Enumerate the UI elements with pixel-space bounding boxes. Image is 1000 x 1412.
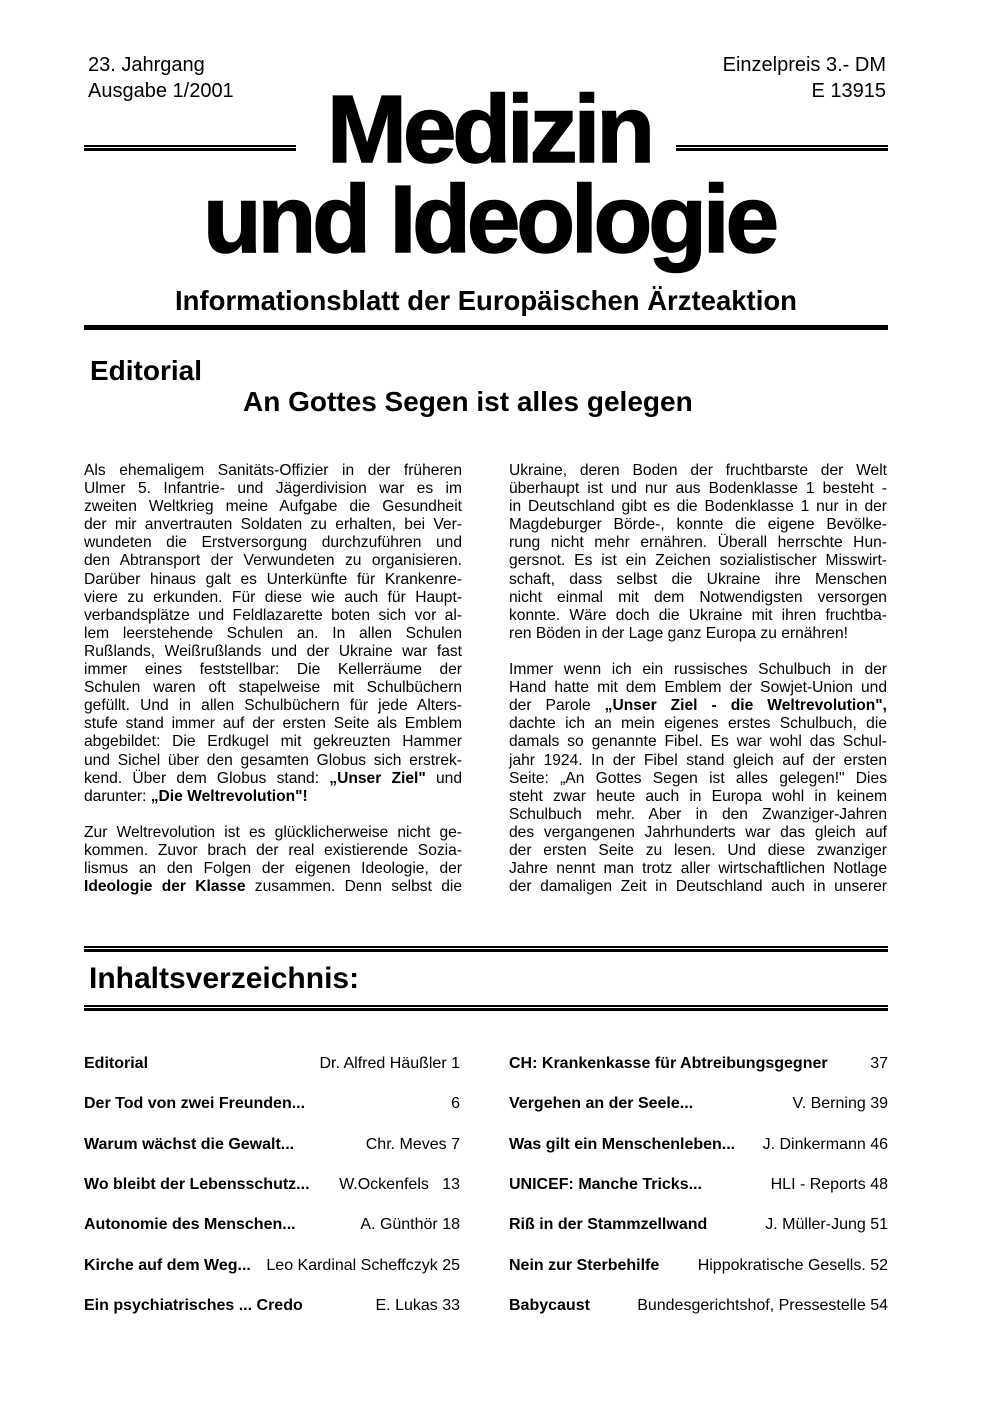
text-line: der Parole „Unser Ziel - die Weltrevolution",: [509, 697, 887, 715]
price: Einzelpreis 3.- DM: [722, 54, 886, 76]
toc-entry[interactable]: [509, 1176, 888, 1196]
text-line: konnte. Wäre doch die Ukraine mit ihren fruchtba-: [509, 606, 887, 624]
toc-entry-title: Was gilt ein Menschenleben...: [509, 1135, 736, 1153]
text-line: Schulbuch mehr. Aber in den Zwanziger-Jahren: [509, 805, 887, 823]
subtitle: Informationsblatt der Europäischen Ärzteaktion: [175, 285, 797, 316]
toc-entry-title: Babycaust: [509, 1296, 590, 1314]
toc-entry[interactable]: [509, 1257, 888, 1277]
editorial-column-1: [84, 462, 462, 896]
text-line: der damaligen Zeit in Deutschland auch in unserer: [509, 878, 887, 896]
toc-entry[interactable]: [509, 1095, 888, 1115]
text-line: darunter: „Die Weltrevolution"!: [84, 787, 308, 805]
toc-entry-title: Vergehen an der Seele...: [509, 1095, 694, 1113]
text-line: Ideologie der Klasse zusammen. Denn selbst die: [84, 878, 462, 896]
toc-entry-author-page: V. Berning 39: [792, 1095, 888, 1113]
volume: 23. Jahrgang: [88, 54, 205, 76]
text-line: Schulen waren oft stapelweise mit Schulbüchern: [84, 679, 462, 697]
toc-entry-title: UNICEF: Manche Tricks...: [509, 1175, 702, 1193]
text-line: nicht einmal mit dem Notwendigsten versorgen: [509, 588, 887, 606]
issn-code: E 13915: [811, 80, 886, 102]
toc-entry-title: Warum wächst die Gewalt...: [84, 1135, 295, 1153]
text-line: wundeten die Erstversorgung durchzuführen und: [84, 534, 462, 552]
toc-title: Inhaltsverzeichnis:: [89, 962, 360, 995]
toc-entry-author-page: J. Dinkermann 46: [762, 1135, 888, 1153]
toc-entry-author-page: Dr. Alfred Häußler 1: [319, 1055, 460, 1072]
bold-text: „Unser Ziel - die Weltrevolution",: [604, 697, 887, 715]
toc-entry[interactable]: [84, 1257, 460, 1277]
toc-entry-author-page: HLI - Reports 48: [770, 1175, 888, 1193]
editorial-headline: An Gottes Segen ist alles gelegen: [243, 386, 693, 417]
text-line: viere zu erkunden. Für diese wie auch für Haupt-: [84, 588, 462, 606]
toc-entry[interactable]: [84, 1136, 460, 1156]
toc-entry[interactable]: [84, 1216, 460, 1236]
text-line: Jahre nennt man trotz aller wirtschaftlichen Notlage: [509, 860, 887, 878]
toc-rule-bottom: [84, 1005, 888, 1011]
text-line: zweiten Weltkrieg meine Aufgabe die Gesundheit: [84, 498, 462, 516]
toc-entry-title: Ein psychiatrisches ... Credo: [84, 1296, 303, 1314]
bold-text: „Die Weltrevolution"!: [150, 787, 308, 805]
text-line: dachte ich an mein eigenes erstes Schulbuch, die: [509, 715, 887, 733]
text-line: den Abtransport der Verwundeten zu organisieren.: [84, 552, 462, 570]
text-line: Ulmer 5. Infantrie- und Jägerdivision war es im: [84, 480, 462, 498]
editorial-column-2: [509, 462, 887, 896]
toc-entry[interactable]: [509, 1136, 888, 1156]
toc-entry-title: CH: Krankenkasse für Abtreibungsgegner: [509, 1055, 828, 1072]
toc-entry-author-page: Hippokratische Gesells. 52: [697, 1256, 888, 1274]
text-line: gefüllt. Und in allen Schulbüchern für jede Alters-: [84, 697, 462, 715]
text-line: Zur Weltrevolution ist es glücklicherweise nicht ge-: [84, 823, 462, 841]
bold-text: Ideologie der Klasse: [84, 878, 246, 896]
text-line: in Deutschland gibt es die Bodenklasse 1 nur in der: [509, 498, 887, 516]
toc-entry[interactable]: [509, 1216, 888, 1236]
text-line: lismus an den Folgen der eigenen Ideologie, der: [84, 860, 462, 878]
toc-entry-title: Editorial: [84, 1055, 149, 1072]
toc-entry-title: Riß in der Stammzellwand: [509, 1216, 708, 1234]
paragraph-gap: [84, 806, 462, 824]
text-line: gersnot. Es ist ein Zeichen sozialistischer Misswirt-: [509, 552, 887, 570]
toc-entry-title: Wo bleibt der Lebensschutz...: [84, 1175, 310, 1193]
text-line: ren Böden in der Lage ganz Europa zu ernähren!: [509, 624, 848, 642]
toc-entry[interactable]: [84, 1095, 460, 1115]
text-line: lem leerstehende Schulen an. In allen Schulen: [84, 624, 462, 642]
text-line: und Sichel über den gesamten Globus sich erstrek-: [84, 751, 462, 769]
section-label: Editorial: [90, 355, 203, 386]
text-line: Hand hatte mit dem Emblem der Sowjet-Union und: [509, 679, 887, 697]
toc-entry-author-page: 6: [451, 1095, 460, 1113]
toc-entry-author-page: 37: [870, 1055, 888, 1072]
header-rule: [84, 325, 888, 330]
toc-entry-author-page: E. Lukas 33: [375, 1296, 460, 1314]
text-line: der ersten Seite zu lesen. Und diese zwanziger: [509, 841, 887, 859]
paragraph-gap: [509, 643, 887, 661]
toc-entry-title: Der Tod von zwei Freunden...: [84, 1095, 306, 1113]
masthead-line2: und Ideologie: [203, 166, 775, 273]
toc-entry-title: Nein zur Sterbehilfe: [509, 1256, 660, 1274]
text-line: damals so genannte Fibel. Es war wohl das Schul-: [509, 733, 887, 751]
text-line: Als ehemaligem Sanitäts-Offizier in der früheren: [84, 462, 462, 479]
text-line: abgebildet: Die Erdkugel mit gekreuzten Hammer: [84, 733, 462, 751]
toc-entry[interactable]: [84, 1055, 460, 1075]
text-line: Rußlands, Weißrußlands und der Ukraine war fast: [84, 642, 462, 660]
toc-entry[interactable]: [84, 1176, 460, 1196]
toc-entry-title: Autonomie des Menschen...: [84, 1216, 296, 1234]
toc-entry-author-page: A. Günthör 18: [360, 1216, 460, 1234]
text-line: rung nicht mehr ernähren. Überall herrschte Hun-: [509, 534, 887, 552]
text-line: kend. Über dem Globus stand: „Unser Ziel" und: [84, 769, 462, 787]
text-line: Ukraine, deren Boden der fruchtbarste der Welt: [509, 462, 887, 479]
toc-entry-author-page: Leo Kardinal Scheffczyk 25: [266, 1256, 460, 1274]
text-line: des vergangenen Jahrhunderts war das gleich auf: [509, 823, 887, 841]
toc-entry[interactable]: [84, 1297, 460, 1317]
toc-entry-title: Kirche auf dem Weg...: [84, 1256, 251, 1274]
text-line: steht zwar heute auch in Europa wohl in keinem: [509, 787, 887, 805]
masthead-line1: Medizin: [327, 76, 651, 183]
text-line: überhaupt ist und nur aus Bodenklasse 1 besteht -: [509, 480, 887, 498]
toc-entry[interactable]: [509, 1297, 888, 1317]
toc-entry-author-page: Bundesgerichtshof, Pressestelle 54: [637, 1296, 888, 1314]
toc-entry-author-page: W.Ockenfels 13: [339, 1175, 460, 1193]
bold-text: „Unser Ziel": [329, 769, 426, 787]
text-line: schaft, dass selbst die Ukraine ihre Menschen: [509, 570, 887, 588]
text-line: Darüber hinaus galt es Unterkünfte für Krankenre-: [84, 570, 462, 588]
text-line: stufe stand immer auf der ersten Seite als Emblem: [84, 715, 462, 733]
text-line: immer eines feststellbar: Die Kellerräume der: [84, 661, 462, 679]
text-line: Immer wenn ich ein russisches Schulbuch in der: [509, 661, 887, 679]
text-line: der mir anvertrauten Soldaten zu erhalten, bei Ver-: [84, 516, 462, 534]
text-line: jahr 1924. In der Fibel stand gleich auf der ersten: [509, 751, 887, 769]
text-line: Seite: „An Gottes Segen ist alles gelegen!" Dies: [509, 769, 887, 787]
toc-entry-author-page: Chr. Meves 7: [365, 1135, 460, 1153]
text-line: Magdeburger Börde-, konnte die eigene Bevölke-: [509, 516, 887, 534]
text-line: kommen. Zuvor brach der real existierende Sozia-: [84, 841, 462, 859]
toc-entry[interactable]: [509, 1055, 888, 1075]
issue: Ausgabe 1/2001: [88, 80, 234, 102]
text-line: verbandsplätze und Feldlazarette boten sich vor al-: [84, 606, 462, 624]
toc-entry-author-page: J. Müller-Jung 51: [765, 1216, 888, 1234]
toc-rule-top: [84, 946, 888, 952]
